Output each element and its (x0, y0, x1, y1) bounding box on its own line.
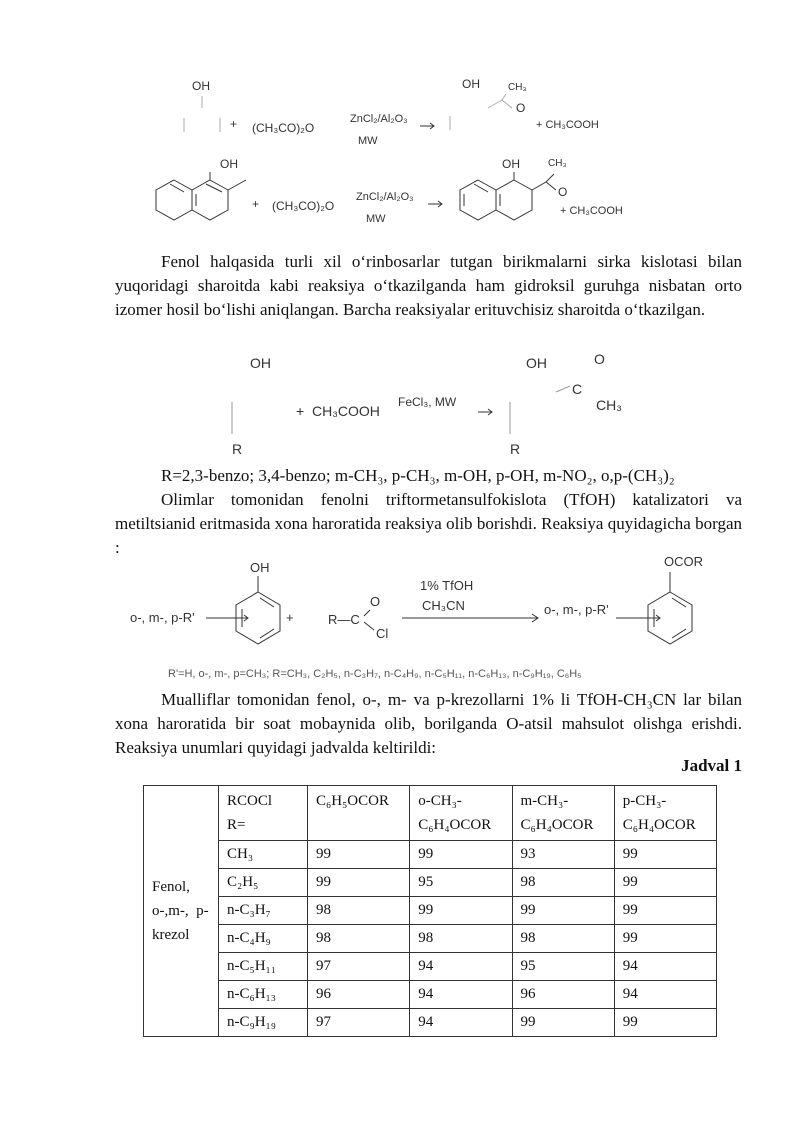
phenol-ring (206, 576, 280, 644)
table-row (144, 953, 717, 981)
reaction-scheme-1 (140, 70, 660, 230)
table-cell: 99 (512, 1009, 614, 1037)
scheme3-note: R'=H, o-, m-, p=CH₃; R=CH₃, C₂H₅, n-C₃H₇, n-C₄H₉, n-C₅H₁₁, n-C₆H₁₃, n-C₉H₁₉, C₆H₅ (168, 668, 582, 680)
scheme2-plus: + (296, 403, 305, 419)
scheme3-plus: + (286, 610, 294, 625)
scheme1-row1-product-o: O (516, 101, 526, 115)
header-col-1 (308, 786, 410, 841)
scheme3-oh: OH (250, 560, 270, 575)
header-rcocl (219, 786, 308, 841)
scheme1-row2-product-ch3: CH₃ (548, 158, 567, 169)
table-row (144, 897, 717, 925)
table-row (144, 841, 717, 869)
table-cell: 99 (614, 1009, 716, 1037)
table-cell: 99 (614, 869, 716, 897)
header-col-3-line-2: C₆H₄OCOR (520, 817, 594, 833)
acetonaphthol-structure (460, 172, 556, 220)
scheme1-row2-byproduct: + CH₃COOH (560, 205, 623, 217)
table-cell: 97 (308, 1009, 410, 1037)
table-cell: 94 (410, 1009, 512, 1037)
table-cell: 96 (512, 981, 614, 1009)
table-cell: 95 (410, 869, 512, 897)
table-cell: 98 (512, 925, 614, 953)
scheme2-oh: OH (250, 355, 271, 371)
row-r: n-C₆H₁₃ (219, 981, 308, 1009)
table-cell: 99 (308, 869, 410, 897)
scheme1-row1-oh: OH (192, 79, 210, 93)
table-cell: 94 (410, 953, 512, 981)
scheme2-r: R (232, 441, 243, 457)
naphthol-structure (156, 172, 246, 220)
paragraph-results: Mualliflar tomonidan fenol, o-, m- va p-krezollarni 1% li TfOH-CH₃CN lar bilan xona haroratida bir soat mobaynida olib, borilganda O-atsil mahsulot olishga erishdi. Reaksiya unumlari quyidagi jadvalda keltirildi: (115, 690, 742, 757)
row-r: n-C₉H₁₉ (219, 1009, 308, 1037)
scheme1-row2-oh: OH (220, 157, 238, 171)
header-col-2 (410, 786, 512, 841)
scheme3-product-substituent: o-, m-, p-R' (544, 602, 609, 617)
scheme1-row1-product-ch3: CH₃ (508, 82, 527, 93)
scheme1-row2-reagent: (CH₃CO)₂O (272, 199, 335, 213)
table-cell: 99 (512, 897, 614, 925)
table-cell: 98 (512, 869, 614, 897)
row-group-header (144, 786, 219, 1037)
row-r: CH₃ (219, 841, 308, 869)
table-cell: 99 (614, 841, 716, 869)
row-header-line-3: krezol (152, 927, 190, 943)
scheme3-solvent: CH₃CN (422, 598, 465, 613)
row-header-line-1: Fenol, (152, 879, 190, 895)
header-col-4 (614, 786, 716, 841)
scheme3-substituent: o-, m-, p-R' (130, 610, 195, 625)
scheme3-catalyst: 1% TfOH (420, 578, 474, 593)
header-col-4-line-2: C₆H₄OCOR (622, 817, 696, 833)
table-cell: 97 (308, 953, 410, 981)
scheme1-row1-product-oh: OH (462, 77, 480, 91)
table-cell: 99 (410, 841, 512, 869)
table-cell: 94 (614, 981, 716, 1009)
row-r: C₂H₅ (219, 869, 308, 897)
row-header-line-2: o-,m-, p- (152, 903, 209, 919)
table-caption: Jadval 1 (681, 756, 742, 775)
table-cell: 99 (308, 841, 410, 869)
scheme2-product-o: O (594, 351, 605, 367)
table-cell: 93 (512, 841, 614, 869)
scheme3-product-group: OCOR (664, 554, 703, 569)
header-col-2-line-1: o-CH₃- (418, 793, 462, 809)
scheme3-acyl-cl: Cl (376, 626, 389, 641)
yield-table (143, 785, 717, 1037)
table-cell: 94 (410, 981, 512, 1009)
scheme1-row2-product-oh: OH (502, 157, 520, 171)
header-rcocl-line-1: RCOCl (227, 793, 273, 809)
scheme3-acyl-r: R—C (328, 612, 360, 627)
scheme1-row2-catalyst: ZnCl₂/Al₂O₃ (356, 191, 414, 203)
scheme1-row1-byproduct: + CH₃COOH (536, 119, 599, 131)
table-cell: 95 (512, 953, 614, 981)
table-cell: 94 (614, 953, 716, 981)
scheme2-reagent: CH₃COOH (312, 403, 380, 419)
scheme3-acyl-o: O (370, 594, 381, 609)
r-substituents-line: R=2,3-benzo; 3,4-benzo; m-CH₃, p-CH₃, m-OH, p-OH, m-NO₂, o,p-(CH₃)₂ (161, 466, 675, 485)
scheme2-catalyst: FeCl₃, MW (398, 395, 457, 409)
scheme2-product-r: R (510, 441, 521, 457)
scheme1-row1-catalyst: ZnCl₂/Al₂O₃ (350, 113, 408, 125)
table-cell: 98 (308, 925, 410, 953)
header-col-2-line-2: C₆H₄OCOR (418, 817, 492, 833)
header-col-1-line-1: C₆H₅OCOR (316, 793, 389, 809)
row-r: n-C₅H₁₁ (219, 953, 308, 981)
header-col-3 (512, 786, 614, 841)
header-col-3-line-1: m-CH₃- (520, 793, 569, 809)
table-cell: 98 (308, 897, 410, 925)
reaction-scheme-3 (130, 552, 730, 682)
table-cell: 99 (614, 925, 716, 953)
scheme2-product-oh: OH (526, 355, 547, 371)
scheme1-row2-condition: MW (366, 213, 386, 225)
table-cell: 99 (410, 897, 512, 925)
paragraph-tfoh-reaction: Olimlar tomonidan fenolni triftormetansulfokislota (TfOH) katalizatori va metiltsianid eritmasida xona haroratida reaksiya olib borishdi. Reaksiya quyidagicha borgan : (115, 490, 742, 557)
scheme2-product-c: C (572, 381, 583, 397)
scheme2-product-ch3: CH₃ (596, 397, 622, 413)
aryl-ester-ring (616, 572, 692, 644)
table-cell: 99 (614, 897, 716, 925)
table-row (144, 981, 717, 1009)
header-rcocl-line-2: R= (227, 817, 246, 833)
scheme1-row1-condition: MW (358, 135, 378, 147)
row-r: n-C₃H₇ (219, 897, 308, 925)
table-cell: 98 (410, 925, 512, 953)
scheme1-row2-plus: + (252, 197, 260, 211)
paragraph-substituted-phenols: Fenol halqasida turli xil o‘rinbosarlar tutgan birikmalarni sirka kislotasi bilan yuqoridagi sharoitda kabi reaksiya o‘tkazilganda ham gidroksil guruhga nisbatan orto izomer hosil bo‘lishi aniqlangan. Barcha reaksiyalar erituvchisiz sharoitda o‘tkazilgan. (115, 252, 742, 319)
table-row (144, 925, 717, 953)
scheme1-row1-plus: + (230, 117, 238, 131)
header-col-4-line-1: p-CH₃- (622, 793, 667, 809)
scheme1-row1-reagent: (CH₃CO)₂O (252, 121, 315, 135)
reaction-scheme-2 (220, 350, 640, 460)
row-r: n-C₄H₉ (219, 925, 308, 953)
scheme1-row2-product-o: O (558, 185, 568, 199)
table-cell: 96 (308, 981, 410, 1009)
table-row (144, 869, 717, 897)
table-row (144, 1009, 717, 1037)
